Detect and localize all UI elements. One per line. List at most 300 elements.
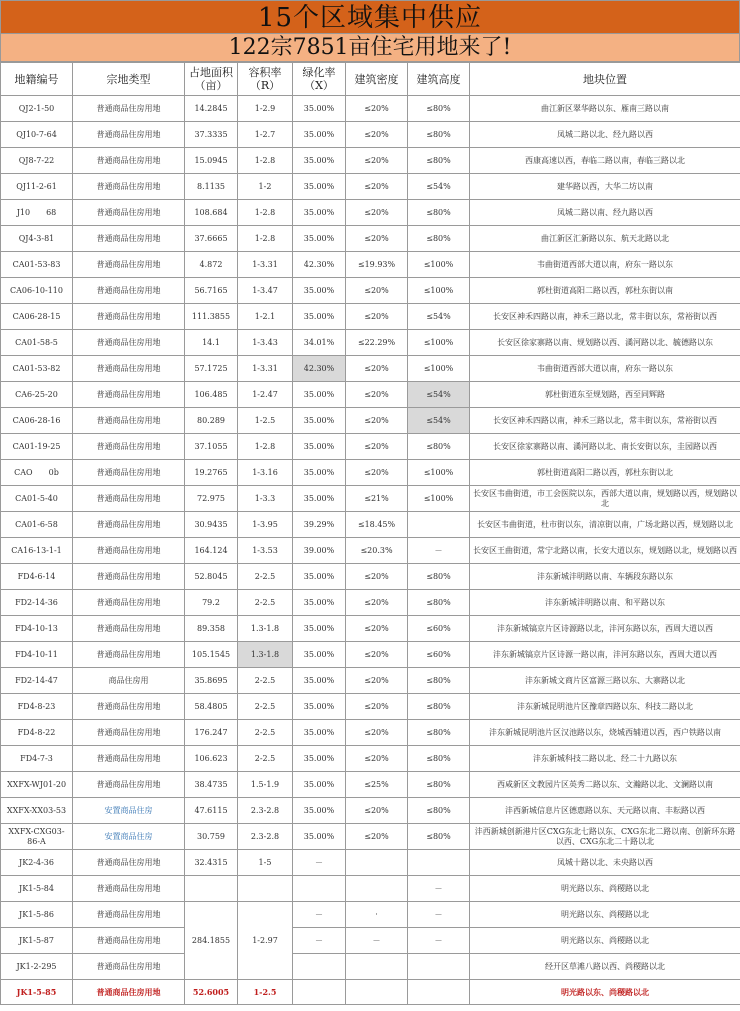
cell-location: 长安区徐家寨路以南、潏河路以北、南长安街以东，圭园路以西 [470,434,740,460]
cell-type: 普通商品住房用地 [73,772,185,798]
cell-height: ≤100% [408,356,470,382]
table-row [1,564,740,590]
cell-green: － [293,928,346,954]
cell-far: 1-3.95 [238,512,293,538]
cell-green: 35.00% [293,96,346,122]
table-row [1,642,740,668]
cell-height: ≤80% [408,694,470,720]
cell-type: 普通商品住房用地 [73,174,185,200]
table-row [1,772,740,798]
cell-id: FD4-6-14 [1,564,73,590]
cell-green: 35.00% [293,486,346,512]
cell-height: － [408,928,470,954]
cell-area: 8.1135 [185,174,238,200]
cell-green: 34.01% [293,330,346,356]
cell-location: 长安区徐家寨路以南、规划路以西、潏河路以北、毓德路以东 [470,330,740,356]
table-row [1,226,740,252]
cell-id: FD2-14-36 [1,590,73,616]
cell-area: 56.7165 [185,278,238,304]
cell-id: CA06-28-16 [1,408,73,434]
cell-location: 长安区韦曲街道，市工会医院以东，西部大道以南，规划路以西，规划路以北 [470,486,740,512]
table-row [1,304,740,330]
cell-area: 111.3855 [185,304,238,330]
cell-id: FD4-8-22 [1,720,73,746]
cell-location: 沣东新城昆明池片区豫章四路以东、科技二路以北 [470,694,740,720]
cell-height: ≤100% [408,330,470,356]
table-row [1,980,740,1005]
cell-density: ≤20% [346,798,408,824]
cell-density [346,980,408,1005]
cell-far: 1-2.9 [238,96,293,122]
cell-type: 普通商品住房用地 [73,200,185,226]
table-row [1,408,740,434]
cell-type: 普通商品住房用地 [73,408,185,434]
cell-area: 57.1725 [185,356,238,382]
cell-location: 沣东新城沣明路以南、和平路以东 [470,590,740,616]
cell-location: 明光路以东、尚稷路以北 [470,928,740,954]
cell-location: 建华路以西，大华二坊以南 [470,174,740,200]
table-row [1,538,740,564]
cell-type: 普通商品住房用地 [73,148,185,174]
cell-green: 35.00% [293,304,346,330]
cell-height: ≤80% [408,720,470,746]
cell-area: 108.684 [185,200,238,226]
cell-area: 52.8045 [185,564,238,590]
cell-id: JK1-5-84 [1,876,73,902]
cell-type: 普通商品住房用地 [73,642,185,668]
cell-density: ≤20% [346,720,408,746]
cell-green: 39.00% [293,538,346,564]
cell-green: － [293,902,346,928]
cell-green: 35.00% [293,200,346,226]
cell-density [346,954,408,980]
cell-green: 35.00% [293,824,346,850]
cell-height [408,512,470,538]
cell-far: 1-2.5 [238,980,293,1005]
cell-location: 长安区王曲街道，常宁北路以南，长安大道以东，规划路以北，规划路以西 [470,538,740,564]
cell-id: CA01-6-58 [1,512,73,538]
cell-height: ≤80% [408,668,470,694]
cell-far: 1-3.16 [238,460,293,486]
cell-location: 长安区神禾四路以南，神禾三路以北，常丰街以东，常裕街以西 [470,408,740,434]
cell-far: 1-3.43 [238,330,293,356]
cell-id: JK1-5-86 [1,902,73,928]
cell-green [293,954,346,980]
cell-area: 32.4315 [185,850,238,876]
cell-id: FD4-7-3 [1,746,73,772]
table-row [1,876,740,902]
cell-type: 普通商品住房用地 [73,330,185,356]
cell-type: 安置商品住房 [73,824,185,850]
cell-density: ≤19.93% [346,252,408,278]
cell-density: ≤18.45% [346,512,408,538]
cell-density: ≤20% [346,148,408,174]
cell-height: ≤54% [408,408,470,434]
cell-location: 韦曲街道西部大道以南，府东一路以东 [470,252,740,278]
cell-density: ≤20% [346,122,408,148]
cell-height: ≤100% [408,278,470,304]
cell-density [346,876,408,902]
cell-far: 2-2.5 [238,720,293,746]
cell-location: 沣东新城文商片区富源三路以东、大寨路以北 [470,668,740,694]
cell-density: ≤20% [346,746,408,772]
header-col-height: 建筑高度 [408,63,470,96]
cell-far: 2-2.5 [238,590,293,616]
cell-green: － [293,850,346,876]
cell-id: FD2-14-47 [1,668,73,694]
cell-type: 普通商品住房用地 [73,720,185,746]
table-row [1,798,740,824]
cell-id: JK1-2-295 [1,954,73,980]
cell-area: 30.759 [185,824,238,850]
cell-far: 1-3.3 [238,486,293,512]
cell-height: ≤80% [408,798,470,824]
cell-id: CA16-13-1-1 [1,538,73,564]
cell-area: 106.623 [185,746,238,772]
table-row [1,486,740,512]
table-row [1,278,740,304]
cell-location: 沣东新城昆明池片区汉池路以东，烧城西辅道以西，西户铁路以南 [470,720,740,746]
cell-height: ≤54% [408,382,470,408]
cell-far: 1.3-1.8 [238,642,293,668]
cell-far: 1.5-1.9 [238,772,293,798]
cell-area: 80.289 [185,408,238,434]
cell-id: QJ4-3-81 [1,226,73,252]
cell-area: 14.2845 [185,96,238,122]
cell-density: ≤20% [346,304,408,330]
cell-id: FD4-8-23 [1,694,73,720]
cell-far: 2-2.5 [238,746,293,772]
table-body [1,96,740,1005]
cell-far: 1-2.5 [238,408,293,434]
table-row [1,460,740,486]
cell-id: QJ11-2-61 [1,174,73,200]
table-row [1,356,740,382]
cell-location: 沣西新城信息片区德惠路以东、天元路以南、丰耘路以西 [470,798,740,824]
cell-location: 明光路以东、尚稷路以北 [470,980,740,1005]
cell-density: ≤20.3% [346,538,408,564]
cell-location: 沣东新城科技二路以北、经二十九路以东 [470,746,740,772]
cell-area: 89.358 [185,616,238,642]
cell-density: － [346,928,408,954]
cell-density: ≤20% [346,408,408,434]
cell-type: 普通商品住房用地 [73,356,185,382]
land-table [0,62,740,1005]
cell-height: ≤60% [408,616,470,642]
cell-area: 106.485 [185,382,238,408]
table-row [1,590,740,616]
cell-green: 35.00% [293,590,346,616]
cell-id: FD4-10-13 [1,616,73,642]
cell-green: 35.00% [293,278,346,304]
cell-density: ≤20% [346,174,408,200]
cell-area: 37.6665 [185,226,238,252]
cell-far: 1-3.53 [238,538,293,564]
cell-location: 凤城二路以南、经九路以西 [470,200,740,226]
cell-location: 西康高速以西，春临二路以南，春临三路以北 [470,148,740,174]
table-row [1,174,740,200]
table-row [1,252,740,278]
cell-type: 普通商品住房用地 [73,850,185,876]
cell-green: 39.29% [293,512,346,538]
cell-density: ≤20% [346,382,408,408]
cell-green: 35.00% [293,174,346,200]
cell-type: 普通商品住房用地 [73,512,185,538]
table-row [1,330,740,356]
cell-green: 35.00% [293,564,346,590]
cell-type: 商品住房用 [73,668,185,694]
cell-location: 郭杜街道东至规划路，西至同辉路 [470,382,740,408]
cell-far: 1-2 [238,174,293,200]
cell-area: 52.6005 [185,980,238,1005]
cell-area: 37.1055 [185,434,238,460]
cell-type: 普通商品住房用地 [73,278,185,304]
cell-type: 安置商品住房 [73,798,185,824]
cell-location: 明光路以东、尚稷路以北 [470,876,740,902]
cell-type: 普通商品住房用地 [73,746,185,772]
cell-height [408,954,470,980]
cell-type: 普通商品住房用地 [73,304,185,330]
cell-id: JK2-4-36 [1,850,73,876]
cell-id: CA01-58-5 [1,330,73,356]
cell-area: 30.9435 [185,512,238,538]
cell-far: 1-2.8 [238,226,293,252]
cell-id: CA06-28-15 [1,304,73,330]
cell-height: ≤60% [408,642,470,668]
cell-id: XXFX-WJ01-20 [1,772,73,798]
cell-type: 普通商品住房用地 [73,486,185,512]
cell-type: 普通商品住房用地 [73,564,185,590]
cell-type: 普通商品住房用地 [73,460,185,486]
cell-green: 35.00% [293,616,346,642]
table-row [1,668,740,694]
table-header-row [1,63,740,96]
cell-type: 普通商品住房用地 [73,226,185,252]
cell-density: ≤20% [346,694,408,720]
cell-density: ≤20% [346,824,408,850]
cell-green: 35.00% [293,642,346,668]
cell-density: ≤20% [346,434,408,460]
cell-location: 沣西新城创新港片区CXG东北七路以东、CXG东北二路以南、创新环东路以西、CXG东北二十路以北 [470,824,740,850]
cell-far [238,876,293,902]
cell-area: 14.1 [185,330,238,356]
cell-area: 35.8695 [185,668,238,694]
cell-far: 1-3.31 [238,252,293,278]
table-row [1,928,740,954]
cell-far: 1-2.1 [238,304,293,330]
cell-id: CAO 0b [1,460,73,486]
cell-far: 1-2.8 [238,434,293,460]
table-row [1,96,740,122]
cell-id: JK1-5-85 [1,980,73,1005]
table-row [1,720,740,746]
cell-id: CA06-10-110 [1,278,73,304]
cell-height: ≤80% [408,824,470,850]
cell-id: JK1-5-87 [1,928,73,954]
table-row [1,616,740,642]
cell-density: ≤20% [346,642,408,668]
header-col-area: 占地面积 （亩） [185,63,238,96]
cell-green: 42.30% [293,356,346,382]
cell-height: ≤80% [408,148,470,174]
cell-type: 普通商品住房用地 [73,616,185,642]
cell-id: QJ2-1-50 [1,96,73,122]
cell-location: 长安区韦曲街道，杜市街以东，清凉街以南，广场北路以西，规划路以北 [470,512,740,538]
cell-area: 72.975 [185,486,238,512]
cell-type: 普通商品住房用地 [73,252,185,278]
cell-type: 普通商品住房用地 [73,694,185,720]
cell-id: XXFX-XX03-53 [1,798,73,824]
cell-area: 58.4805 [185,694,238,720]
table-row [1,850,740,876]
cell-type: 普通商品住房用地 [73,96,185,122]
cell-area: 105.1545 [185,642,238,668]
cell-far: 2-2.5 [238,564,293,590]
merged-cell-area: 284.1855 [185,902,238,980]
cell-area: 164.124 [185,538,238,564]
table-row [1,200,740,226]
cell-area: 19.2765 [185,460,238,486]
cell-height: ≤80% [408,200,470,226]
cell-height: ≤80% [408,96,470,122]
table-row [1,902,740,928]
table-row [1,954,740,980]
cell-green [293,876,346,902]
cell-density [346,850,408,876]
cell-location: 明光路以东、尚稷路以北 [470,902,740,928]
cell-type: 普通商品住房用地 [73,876,185,902]
cell-far: 1-2.8 [238,148,293,174]
table-row [1,122,740,148]
cell-green: 35.00% [293,772,346,798]
cell-green: 35.00% [293,668,346,694]
cell-location: 曲江新区翠华路以东、雁南三路以南 [470,96,740,122]
cell-location: 沣东新城镐京片区诗源路以北，沣河东路以东，西周大道以西 [470,616,740,642]
cell-density: ≤20% [346,278,408,304]
cell-green [293,980,346,1005]
cell-height: ≤100% [408,252,470,278]
cell-id: CA01-19-25 [1,434,73,460]
cell-location: 西咸新区文教园片区英秀二路以东、文瀚路以北、文澜路以南 [470,772,740,798]
cell-green: 35.00% [293,746,346,772]
cell-type: 普通商品住房用地 [73,980,185,1005]
cell-green: 35.00% [293,434,346,460]
page-title: 15个区域集中供应 [0,0,740,34]
cell-type: 普通商品住房用地 [73,538,185,564]
table-row [1,694,740,720]
cell-id: CA01-53-83 [1,252,73,278]
cell-type: 普通商品住房用地 [73,590,185,616]
cell-height: ≤80% [408,434,470,460]
cell-far: 1-3.47 [238,278,293,304]
header-col-type: 宗地类型 [73,63,185,96]
table-row [1,512,740,538]
cell-id: J10 68 [1,200,73,226]
cell-far: 1-2.47 [238,382,293,408]
cell-height [408,850,470,876]
cell-far: 1-2.8 [238,200,293,226]
cell-type: 普通商品住房用地 [73,382,185,408]
cell-height: ≤54% [408,174,470,200]
table-row [1,382,740,408]
header-col-id: 地籍编号 [1,63,73,96]
cell-far: 1-5 [238,850,293,876]
cell-green: 35.00% [293,122,346,148]
cell-location: 经开区草滩八路以西、尚稷路以北 [470,954,740,980]
cell-location: 郭杜街道高阳二路以西，郭杜东街以南 [470,278,740,304]
cell-height: ≤100% [408,486,470,512]
cell-far: 1-3.31 [238,356,293,382]
cell-height: － [408,902,470,928]
cell-height: ≤80% [408,772,470,798]
cell-location: 郭杜街道高阳二路以西，郭杜东街以北 [470,460,740,486]
cell-height: ≤80% [408,564,470,590]
cell-green: 35.00% [293,148,346,174]
cell-green: 35.00% [293,408,346,434]
cell-density: ≤20% [346,460,408,486]
cell-type: 普通商品住房用地 [73,434,185,460]
cell-id: QJ8-7-22 [1,148,73,174]
header-col-location: 地块位置 [470,63,740,96]
header-col-green: 绿化率 （X） [293,63,346,96]
cell-area: 79.2 [185,590,238,616]
cell-area [185,876,238,902]
cell-area: 38.4735 [185,772,238,798]
cell-green: 35.00% [293,460,346,486]
cell-density: ≤20% [346,616,408,642]
cell-id: CA01-53-82 [1,356,73,382]
cell-green: 35.00% [293,226,346,252]
cell-density: ≤22.29% [346,330,408,356]
cell-height: ≤80% [408,226,470,252]
cell-type: 普通商品住房用地 [73,122,185,148]
cell-height: － [408,876,470,902]
cell-density: ≤20% [346,668,408,694]
cell-location: 凤城十路以北、未央路以西 [470,850,740,876]
cell-location: 沣东新城沣明路以南、车辆段东路以东 [470,564,740,590]
cell-type: 普通商品住房用地 [73,902,185,928]
cell-height: ≤80% [408,590,470,616]
cell-type: 普通商品住房用地 [73,954,185,980]
cell-far: 2-2.5 [238,668,293,694]
cell-location: 凤城二路以北、经九路以西 [470,122,740,148]
cell-area: 15.0945 [185,148,238,174]
cell-density: ≤20% [346,564,408,590]
cell-far: 1.3-1.8 [238,616,293,642]
cell-density: ≤20% [346,226,408,252]
cell-location: 长安区神禾四路以南，神禾三路以北，常丰街以东，常裕街以西 [470,304,740,330]
header-col-far: 容积率 （R） [238,63,293,96]
cell-id: XXFX-CXG03-86-A [1,824,73,850]
cell-height: ≤80% [408,122,470,148]
cell-far: 2-2.5 [238,694,293,720]
header-col-density: 建筑密度 [346,63,408,96]
cell-height: － [408,538,470,564]
merged-cell-far: 1-2.97 [238,902,293,980]
cell-location: 沣东新城镐京片区诗源一路以南，沣河东路以东，西周大道以西 [470,642,740,668]
cell-id: FD4-10-11 [1,642,73,668]
cell-type: 普通商品住房用地 [73,928,185,954]
cell-height [408,980,470,1005]
cell-far: 1-2.7 [238,122,293,148]
cell-density: ≤21% [346,486,408,512]
cell-height: ≤80% [408,746,470,772]
page-subtitle: 122宗7851亩住宅用地来了! [0,34,740,62]
cell-area: 176.247 [185,720,238,746]
cell-height: ≤100% [408,460,470,486]
cell-density: ≤20% [346,200,408,226]
cell-far: 2.3-2.8 [238,824,293,850]
